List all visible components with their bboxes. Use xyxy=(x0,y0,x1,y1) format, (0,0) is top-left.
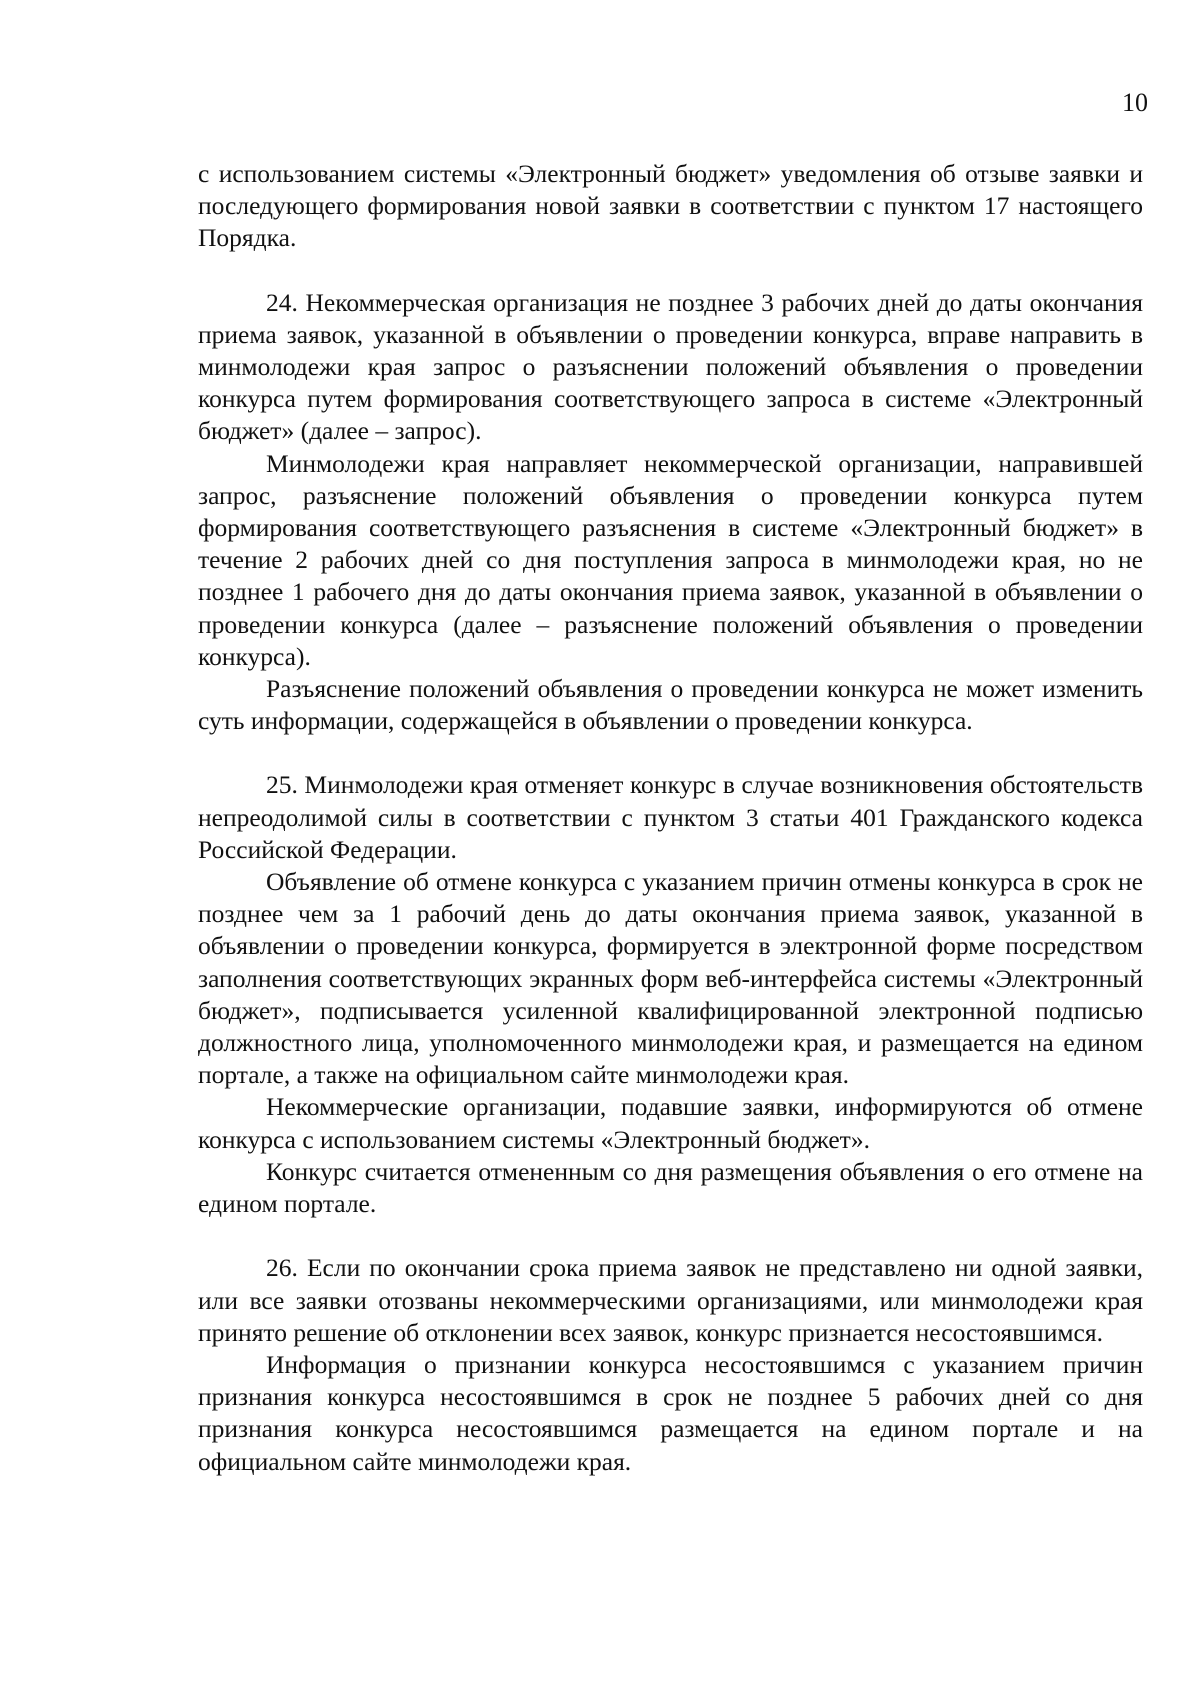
paragraph-24-clarification: Минмолодежи края направляет некоммерческой организации, направившей запрос, разъяснение положений объявления о проведении конкурса путем формирования соответствующего разъяснения в системе «Электронный бюджет» в течение 2 рабочих дней со дня поступления запроса в минмолодежи края, но не позднее 1 рабочего дня до даты окончания приема заявок, указанной в объявлении о проведении конкурса (далее – разъяснение положений объявления о проведении конкурса). xyxy=(198,448,1143,671)
paragraph-25-announcement: Объявление об отмене конкурса с указанием причин отмены конкурса в срок не позднее чем за 1 рабочий день до даты окончания приема заявок, указанной в объявлении о проведении конкурса, формируется в электронной форме посредством заполнения соответствующих экранных форм веб-интерфейса системы «Электронный бюджет», подписывается усиленной квалифицированной электронной подписью должностного лица, уполномоченного минмолодежи края, и размещается на едином портале, а также на официальном сайте минмолодежи края. xyxy=(198,867,1143,1090)
paragraph-26: 26. Если по окончании срока приема заявок не представлено ни одной заявки, или все заявки отозваны некоммерческими организациями, или минмолодежи края принято решение об отклонении всех заявок, конкурс признается несостоявшимся. xyxy=(198,1253,1143,1347)
paragraph-spacer xyxy=(198,255,1143,287)
document-body xyxy=(198,158,1143,1478)
paragraph-26-information: Информация о признании конкурса несостоявшимся с указанием причин признания конкурса несостоявшимся в срок не позднее 5 рабочих дней со дня признания конкурса несостоявшимся размещается на едином портале и на официальном сайте минмолодежи края. xyxy=(198,1349,1143,1476)
paragraph-25-cancellation-date: Конкурс считается отмененным со дня размещения объявления о его отмене на едином портале. xyxy=(198,1156,1143,1219)
paragraph-24: 24. Некоммерческая организация не позднее 3 рабочих дней до даты окончания приема заявок, указанной в объявлении о проведении конкурса, вправе направить в минмолодежи края запрос о разъяснении положений объявления о проведении конкурса путем формирования соответствующего запроса в системе «Электронный бюджет» (далее – запрос). xyxy=(198,287,1143,446)
paragraph-spacer xyxy=(198,737,1143,769)
paragraph-25-notification: Некоммерческие организации, подавшие заявки, информируются об отмене конкурса с использованием системы «Электронный бюджет». xyxy=(198,1092,1143,1154)
page-number: 10 xyxy=(1122,88,1148,117)
paragraph-25: 25. Минмолодежи края отменяет конкурс в случае возникновения обстоятельств непреодолимой силы в соответствии с пунктом 3 статьи 401 Гражданского кодекса Российской Федерации. xyxy=(198,770,1143,864)
paragraph-spacer xyxy=(198,1220,1143,1252)
paragraph-continuation: с использованием системы «Электронный бюджет» уведомления об отзыве заявки и последующего формирования новой заявки в соответствии с пунктом 17 настоящего Порядка. xyxy=(198,159,1143,253)
paragraph-24-limitation: Разъяснение положений объявления о проведении конкурса не может изменить суть информации, содержащейся в объявлении о проведении конкурса. xyxy=(198,674,1143,736)
